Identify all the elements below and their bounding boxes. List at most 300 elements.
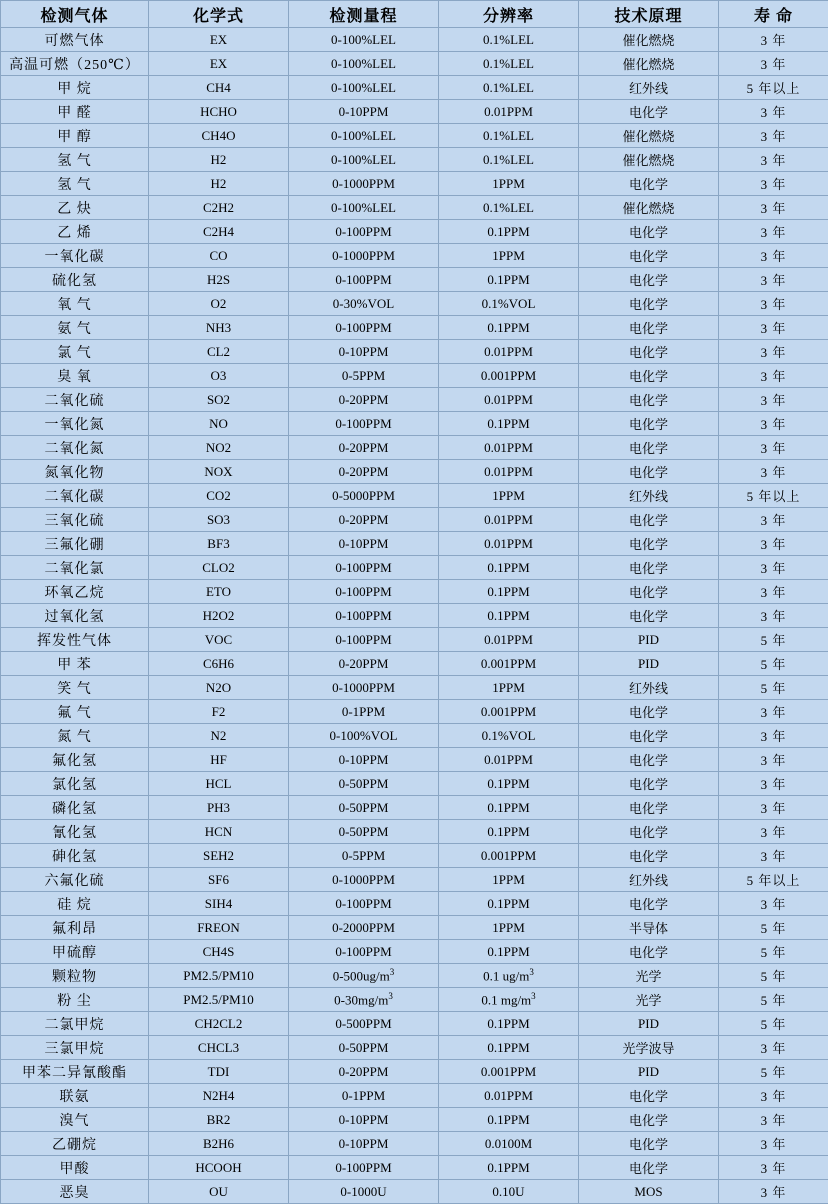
cell-formula: C2H4 <box>149 220 289 244</box>
cell-principle: 光学 <box>579 988 719 1012</box>
table-row <box>1 772 828 796</box>
cell-resolution: 0.1%LEL <box>439 76 579 100</box>
cell-formula: BR2 <box>149 1108 289 1132</box>
cell-range: 0-100%LEL <box>289 196 439 220</box>
cell-lifetime: 3 年 <box>719 52 828 76</box>
cell-gas: 甲 醛 <box>1 100 149 124</box>
cell-range: 0-20PPM <box>289 652 439 676</box>
cell-range: 0-20PPM <box>289 460 439 484</box>
cell-principle: 电化学 <box>579 316 719 340</box>
cell-gas: 溴气 <box>1 1108 149 1132</box>
cell-formula: O3 <box>149 364 289 388</box>
table-row <box>1 1156 828 1180</box>
cell-lifetime: 3 年 <box>719 1156 828 1180</box>
cell-formula: CHCL3 <box>149 1036 289 1060</box>
cell-resolution: 0.1PPM <box>439 1036 579 1060</box>
cell-formula: ETO <box>149 580 289 604</box>
cell-resolution: 0.001PPM <box>439 700 579 724</box>
table-row <box>1 988 828 1012</box>
cell-gas: 过氧化氢 <box>1 604 149 628</box>
cell-resolution: 1PPM <box>439 172 579 196</box>
cell-resolution: 0.1PPM <box>439 1108 579 1132</box>
table-row <box>1 460 828 484</box>
cell-principle: 电化学 <box>579 604 719 628</box>
cell-lifetime: 3 年 <box>719 748 828 772</box>
cell-principle: 电化学 <box>579 772 719 796</box>
cell-resolution: 0.001PPM <box>439 652 579 676</box>
cell-range: 0-30%VOL <box>289 292 439 316</box>
table-row <box>1 724 828 748</box>
cell-principle: 电化学 <box>579 244 719 268</box>
cell-formula: NH3 <box>149 316 289 340</box>
table-row <box>1 196 828 220</box>
cell-resolution: 0.01PPM <box>439 436 579 460</box>
cell-gas: 甲 苯 <box>1 652 149 676</box>
cell-formula: OU <box>149 1180 289 1204</box>
cell-formula: SO3 <box>149 508 289 532</box>
cell-range: 0-100PPM <box>289 556 439 580</box>
cell-lifetime: 3 年 <box>719 1132 828 1156</box>
cell-resolution: 0.01PPM <box>439 388 579 412</box>
cell-lifetime: 3 年 <box>719 532 828 556</box>
cell-resolution: 0.001PPM <box>439 844 579 868</box>
cell-lifetime: 3 年 <box>719 700 828 724</box>
cell-range: 0-5PPM <box>289 364 439 388</box>
cell-gas: 三氧化硫 <box>1 508 149 532</box>
cell-range: 0-20PPM <box>289 388 439 412</box>
cell-resolution: 1PPM <box>439 676 579 700</box>
cell-range: 0-100PPM <box>289 1156 439 1180</box>
cell-principle: 电化学 <box>579 700 719 724</box>
cell-resolution: 0.0100M <box>439 1132 579 1156</box>
cell-principle: 电化学 <box>579 1132 719 1156</box>
cell-lifetime: 3 年 <box>719 172 828 196</box>
cell-gas: 甲硫醇 <box>1 940 149 964</box>
cell-formula: H2 <box>149 148 289 172</box>
cell-lifetime: 5 年 <box>719 916 828 940</box>
cell-gas: 氨 气 <box>1 316 149 340</box>
cell-resolution: 0.1PPM <box>439 412 579 436</box>
cell-principle: PID <box>579 652 719 676</box>
cell-gas: 一氧化氮 <box>1 412 149 436</box>
table-row <box>1 628 828 652</box>
cell-principle: 电化学 <box>579 1084 719 1108</box>
cell-formula: FREON <box>149 916 289 940</box>
cell-lifetime: 3 年 <box>719 196 828 220</box>
table-row <box>1 820 828 844</box>
table-row <box>1 244 828 268</box>
cell-principle: 催化燃烧 <box>579 52 719 76</box>
cell-gas: 硅 烷 <box>1 892 149 916</box>
cell-resolution: 0.01PPM <box>439 340 579 364</box>
cell-range: 0-1000PPM <box>289 244 439 268</box>
cell-resolution: 0.1PPM <box>439 556 579 580</box>
cell-lifetime: 3 年 <box>719 556 828 580</box>
cell-gas: 氟利昂 <box>1 916 149 940</box>
cell-range: 0-10PPM <box>289 1108 439 1132</box>
cell-gas: 环氧乙烷 <box>1 580 149 604</box>
cell-formula: CH4O <box>149 124 289 148</box>
cell-principle: 催化燃烧 <box>579 124 719 148</box>
cell-lifetime: 5 年 <box>719 1012 828 1036</box>
cell-formula: CH2CL2 <box>149 1012 289 1036</box>
table-row <box>1 436 828 460</box>
cell-formula: CLO2 <box>149 556 289 580</box>
cell-gas: 氢 气 <box>1 172 149 196</box>
table-row <box>1 1060 828 1084</box>
table-row <box>1 508 828 532</box>
cell-principle: 电化学 <box>579 292 719 316</box>
column-header-gas: 检测气体 <box>1 1 149 28</box>
cell-lifetime: 3 年 <box>719 124 828 148</box>
cell-principle: PID <box>579 1060 719 1084</box>
cell-principle: 电化学 <box>579 364 719 388</box>
cell-lifetime: 3 年 <box>719 364 828 388</box>
cell-principle: 电化学 <box>579 172 719 196</box>
table-header-row <box>1 1 828 28</box>
cell-principle: 电化学 <box>579 1108 719 1132</box>
cell-lifetime: 5 年 <box>719 652 828 676</box>
cell-formula: PM2.5/PM10 <box>149 988 289 1012</box>
cell-formula: CL2 <box>149 340 289 364</box>
cell-formula: CO2 <box>149 484 289 508</box>
cell-principle: 电化学 <box>579 388 719 412</box>
cell-resolution: 0.1%LEL <box>439 52 579 76</box>
cell-range: 0-100PPM <box>289 412 439 436</box>
cell-range: 0-5000PPM <box>289 484 439 508</box>
cell-gas: 砷化氢 <box>1 844 149 868</box>
cell-range: 0-10PPM <box>289 100 439 124</box>
cell-resolution: 0.10U <box>439 1180 579 1204</box>
cell-formula: SF6 <box>149 868 289 892</box>
cell-gas: 硫化氢 <box>1 268 149 292</box>
cell-formula: SO2 <box>149 388 289 412</box>
cell-formula: N2O <box>149 676 289 700</box>
cell-formula: HCOOH <box>149 1156 289 1180</box>
cell-formula: HCN <box>149 820 289 844</box>
table-row <box>1 100 828 124</box>
cell-lifetime: 5 年 <box>719 988 828 1012</box>
cell-range: $0-30mg/m^3$ <box>289 988 439 1012</box>
cell-range: 0-1PPM <box>289 700 439 724</box>
cell-range: 0-50PPM <box>289 820 439 844</box>
table-row <box>1 484 828 508</box>
table-row <box>1 964 828 988</box>
cell-resolution: 0.1PPM <box>439 268 579 292</box>
table-row <box>1 700 828 724</box>
cell-range: 0-100PPM <box>289 316 439 340</box>
cell-principle: 电化学 <box>579 100 719 124</box>
cell-resolution: 0.1PPM <box>439 220 579 244</box>
cell-lifetime: 3 年 <box>719 340 828 364</box>
cell-gas: 二氯甲烷 <box>1 1012 149 1036</box>
cell-principle: 光学波导 <box>579 1036 719 1060</box>
cell-principle: MOS <box>579 1180 719 1204</box>
cell-formula: NOX <box>149 460 289 484</box>
cell-range: 0-100%LEL <box>289 124 439 148</box>
cell-range: 0-1000PPM <box>289 676 439 700</box>
cell-gas: 二氧化氯 <box>1 556 149 580</box>
cell-lifetime: 3 年 <box>719 316 828 340</box>
column-header-resolution: 分辨率 <box>439 1 579 28</box>
cell-gas: 甲酸 <box>1 1156 149 1180</box>
table-row <box>1 796 828 820</box>
cell-lifetime: 3 年 <box>719 820 828 844</box>
table-row <box>1 580 828 604</box>
cell-gas: 氮 气 <box>1 724 149 748</box>
cell-range: 0-5PPM <box>289 844 439 868</box>
cell-formula: B2H6 <box>149 1132 289 1156</box>
cell-range: 0-2000PPM <box>289 916 439 940</box>
cell-resolution: 0.1PPM <box>439 1012 579 1036</box>
cell-range: 0-50PPM <box>289 796 439 820</box>
cell-principle: 电化学 <box>579 436 719 460</box>
cell-resolution: 0.1%LEL <box>439 124 579 148</box>
table-row <box>1 1132 828 1156</box>
cell-gas: 二氧化氮 <box>1 436 149 460</box>
cell-lifetime: 3 年 <box>719 268 828 292</box>
cell-resolution: 0.1PPM <box>439 892 579 916</box>
table-row <box>1 412 828 436</box>
cell-principle: 电化学 <box>579 796 719 820</box>
table-body <box>1 28 828 1204</box>
table-header <box>1 1 828 28</box>
cell-resolution: 1PPM <box>439 868 579 892</box>
cell-gas: 臭 氧 <box>1 364 149 388</box>
cell-formula: EX <box>149 28 289 52</box>
cell-principle: 半导体 <box>579 916 719 940</box>
cell-resolution: 0.1%VOL <box>439 724 579 748</box>
cell-resolution: 0.1PPM <box>439 604 579 628</box>
cell-lifetime: 3 年 <box>719 1036 828 1060</box>
cell-lifetime: 3 年 <box>719 148 828 172</box>
cell-range: 0-100PPM <box>289 220 439 244</box>
cell-formula: H2S <box>149 268 289 292</box>
cell-formula: HCL <box>149 772 289 796</box>
cell-lifetime: 3 年 <box>719 1180 828 1204</box>
cell-principle: 电化学 <box>579 940 719 964</box>
cell-range: 0-100%LEL <box>289 148 439 172</box>
cell-lifetime: 3 年 <box>719 724 828 748</box>
table-row <box>1 148 828 172</box>
cell-range: 0-50PPM <box>289 772 439 796</box>
cell-range: 0-1000PPM <box>289 868 439 892</box>
cell-lifetime: 5 年 <box>719 1060 828 1084</box>
cell-resolution: 1PPM <box>439 916 579 940</box>
cell-range: $0-500ug/m^3$ <box>289 964 439 988</box>
cell-gas: 磷化氢 <box>1 796 149 820</box>
cell-gas: 二氧化硫 <box>1 388 149 412</box>
cell-resolution: 0.1PPM <box>439 772 579 796</box>
cell-range: 0-100%LEL <box>289 76 439 100</box>
cell-range: 0-100PPM <box>289 892 439 916</box>
cell-resolution: 0.1%LEL <box>439 28 579 52</box>
cell-lifetime: 3 年 <box>719 1084 828 1108</box>
cell-principle: 电化学 <box>579 724 719 748</box>
cell-lifetime: 3 年 <box>719 508 828 532</box>
cell-range: 0-100%VOL <box>289 724 439 748</box>
table-row <box>1 604 828 628</box>
table-row <box>1 364 828 388</box>
table-row <box>1 1108 828 1132</box>
table-row <box>1 940 828 964</box>
cell-gas: 氢 气 <box>1 148 149 172</box>
cell-principle: 电化学 <box>579 748 719 772</box>
cell-gas: 氟化氢 <box>1 748 149 772</box>
cell-resolution: 0.1PPM <box>439 940 579 964</box>
cell-formula: HF <box>149 748 289 772</box>
table-row <box>1 748 828 772</box>
cell-lifetime: 5 年 <box>719 940 828 964</box>
cell-lifetime: 3 年 <box>719 220 828 244</box>
cell-lifetime: 5 年以上 <box>719 76 828 100</box>
cell-formula: H2O2 <box>149 604 289 628</box>
cell-formula: VOC <box>149 628 289 652</box>
cell-formula: N2 <box>149 724 289 748</box>
cell-gas: 甲 醇 <box>1 124 149 148</box>
table-row <box>1 316 828 340</box>
cell-range: 0-100PPM <box>289 580 439 604</box>
column-header-lifetime: 寿 命 <box>719 1 828 28</box>
cell-range: 0-10PPM <box>289 748 439 772</box>
cell-gas: 氟 气 <box>1 700 149 724</box>
cell-gas: 氯 气 <box>1 340 149 364</box>
cell-range: 0-1PPM <box>289 1084 439 1108</box>
cell-principle: 电化学 <box>579 892 719 916</box>
cell-gas: 氮氧化物 <box>1 460 149 484</box>
cell-range: 0-50PPM <box>289 1036 439 1060</box>
cell-resolution: 0.01PPM <box>439 508 579 532</box>
cell-range: 0-100PPM <box>289 940 439 964</box>
table-row <box>1 1012 828 1036</box>
cell-lifetime: 3 年 <box>719 388 828 412</box>
cell-range: 0-10PPM <box>289 532 439 556</box>
table-row <box>1 172 828 196</box>
cell-formula: C6H6 <box>149 652 289 676</box>
table-row <box>1 652 828 676</box>
cell-principle: 电化学 <box>579 844 719 868</box>
cell-resolution: 1PPM <box>439 244 579 268</box>
table-row <box>1 340 828 364</box>
cell-formula: BF3 <box>149 532 289 556</box>
cell-lifetime: 5 年 <box>719 628 828 652</box>
cell-gas: 可燃气体 <box>1 28 149 52</box>
cell-gas: 颗粒物 <box>1 964 149 988</box>
cell-gas: 三氟化硼 <box>1 532 149 556</box>
table-row <box>1 1036 828 1060</box>
table-row <box>1 676 828 700</box>
cell-range: 0-1000U <box>289 1180 439 1204</box>
table-row <box>1 76 828 100</box>
table-row <box>1 892 828 916</box>
cell-lifetime: 3 年 <box>719 100 828 124</box>
table-row <box>1 916 828 940</box>
table-row <box>1 1180 828 1204</box>
cell-principle: 电化学 <box>579 820 719 844</box>
cell-principle: 电化学 <box>579 460 719 484</box>
cell-formula: PM2.5/PM10 <box>149 964 289 988</box>
cell-lifetime: 5 年以上 <box>719 484 828 508</box>
cell-principle: 红外线 <box>579 676 719 700</box>
cell-resolution: 0.1PPM <box>439 316 579 340</box>
column-header-range: 检测量程 <box>289 1 439 28</box>
column-header-principle: 技术原理 <box>579 1 719 28</box>
table-row <box>1 52 828 76</box>
cell-formula: HCHO <box>149 100 289 124</box>
cell-principle: 红外线 <box>579 868 719 892</box>
cell-principle: 电化学 <box>579 508 719 532</box>
cell-lifetime: 3 年 <box>719 772 828 796</box>
cell-gas: 恶臭 <box>1 1180 149 1204</box>
cell-gas: 粉 尘 <box>1 988 149 1012</box>
cell-formula: SIH4 <box>149 892 289 916</box>
cell-principle: 催化燃烧 <box>579 196 719 220</box>
cell-gas: 乙硼烷 <box>1 1132 149 1156</box>
cell-lifetime: 3 年 <box>719 1108 828 1132</box>
cell-resolution: 0.1PPM <box>439 820 579 844</box>
cell-resolution: 0.001PPM <box>439 364 579 388</box>
cell-gas: 乙 炔 <box>1 196 149 220</box>
cell-gas: 氧 气 <box>1 292 149 316</box>
table-row <box>1 1084 828 1108</box>
cell-gas: 氰化氢 <box>1 820 149 844</box>
cell-formula: F2 <box>149 700 289 724</box>
cell-formula: PH3 <box>149 796 289 820</box>
table-row <box>1 844 828 868</box>
cell-lifetime: 3 年 <box>719 892 828 916</box>
cell-formula: H2 <box>149 172 289 196</box>
cell-gas: 二氧化碳 <box>1 484 149 508</box>
cell-principle: 红外线 <box>579 484 719 508</box>
table-row <box>1 292 828 316</box>
cell-gas: 三氯甲烷 <box>1 1036 149 1060</box>
cell-lifetime: 3 年 <box>719 604 828 628</box>
cell-resolution: 0.001PPM <box>439 1060 579 1084</box>
cell-formula: CH4 <box>149 76 289 100</box>
cell-range: 0-100%LEL <box>289 28 439 52</box>
cell-principle: PID <box>579 1012 719 1036</box>
table-row <box>1 220 828 244</box>
cell-principle: PID <box>579 628 719 652</box>
cell-resolution: 0.01PPM <box>439 100 579 124</box>
cell-gas: 笑 气 <box>1 676 149 700</box>
cell-gas: 六氟化硫 <box>1 868 149 892</box>
cell-principle: 红外线 <box>579 76 719 100</box>
cell-lifetime: 5 年 <box>719 964 828 988</box>
cell-resolution: 0.1PPM <box>439 1156 579 1180</box>
cell-principle: 电化学 <box>579 268 719 292</box>
cell-principle: 电化学 <box>579 580 719 604</box>
cell-resolution: 0.01PPM <box>439 628 579 652</box>
cell-principle: 催化燃烧 <box>579 28 719 52</box>
cell-formula: N2H4 <box>149 1084 289 1108</box>
cell-resolution: 0.1 $mg/m^3$ <box>439 988 579 1012</box>
cell-resolution: 1PPM <box>439 484 579 508</box>
cell-range: 0-100PPM <box>289 628 439 652</box>
table-row <box>1 556 828 580</box>
cell-principle: 电化学 <box>579 556 719 580</box>
cell-resolution: 0.1%VOL <box>439 292 579 316</box>
cell-gas: 氯化氢 <box>1 772 149 796</box>
table-row <box>1 124 828 148</box>
cell-resolution: 0.1%LEL <box>439 196 579 220</box>
cell-lifetime: 3 年 <box>719 412 828 436</box>
cell-resolution: 0.1PPM <box>439 580 579 604</box>
cell-formula: SEH2 <box>149 844 289 868</box>
cell-resolution: 0.01PPM <box>439 460 579 484</box>
cell-principle: 电化学 <box>579 220 719 244</box>
cell-resolution: 0.1PPM <box>439 796 579 820</box>
